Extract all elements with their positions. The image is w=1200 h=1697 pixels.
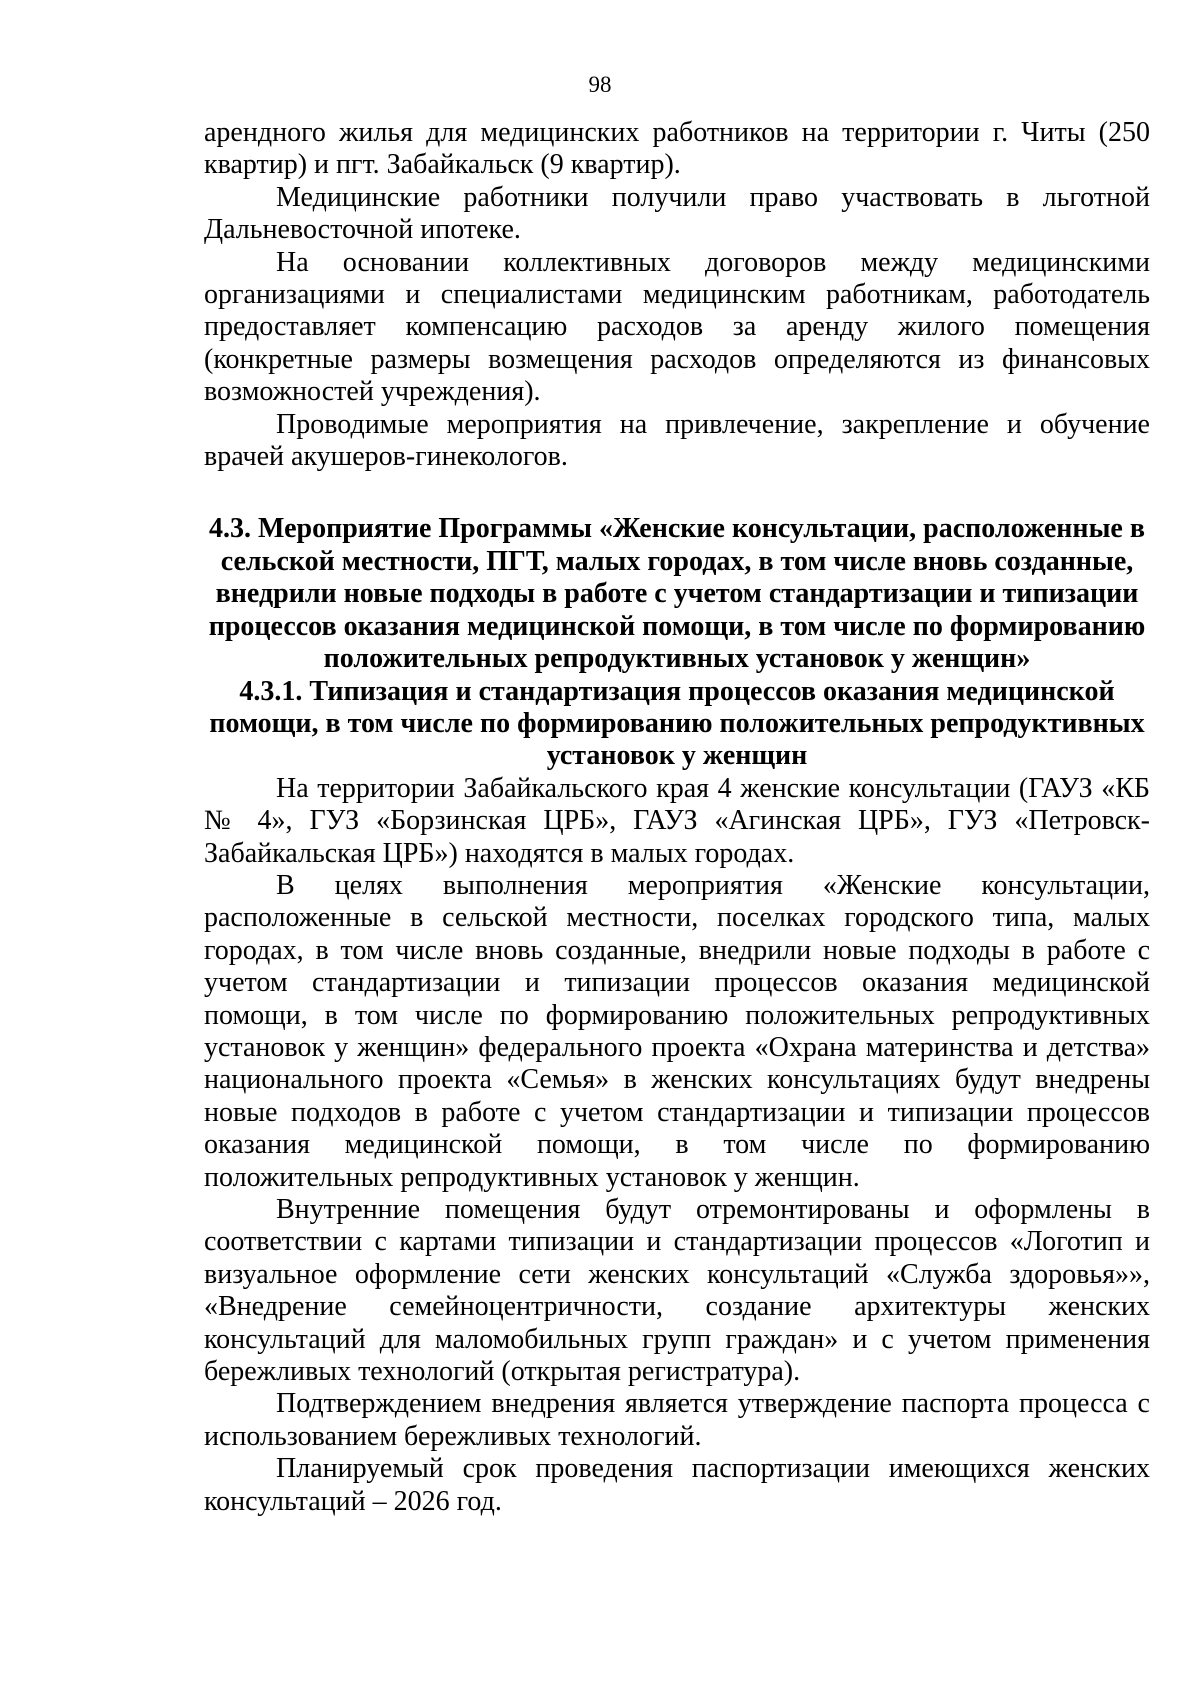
paragraph-schedule: Планируемый срок проведения паспортизации имеющихся женских консультаций – 2026 год.	[204, 1453, 1150, 1517]
paragraph-consultations: На территории Забайкальского края 4 женские консультации (ГАУЗ «КБ № 4», ГУЗ «Борзинская ЦРБ», ГАУЗ «Агинская ЦРБ», ГУЗ «Петровск-Забайкальская ЦРБ») находятся в малых городах.	[204, 772, 1150, 869]
page-number: 98	[588, 72, 612, 97]
paragraph-compensation: На основании коллективных договоров между медицинскими организациями и специалистами медицинским работникам, работодатель предоставляет компенсацию расходов за аренду жилого помещения (конкретные размеры возмещения расходов определяются из финансовых возможностей учреждения).	[204, 246, 1150, 408]
section-heading: 4.3. Мероприятие Программы «Женские консультации, расположенные в сельской местности, ПГТ, малых городах, в том числе вновь созданные, внедрили новые подходы в работе с учетом стандартизации и типизации процессов оказания медицинской помощи, в том числе по формированию положительных репродуктивных установок у женщин»	[208, 513, 1146, 675]
section-spacer	[204, 473, 1150, 513]
paragraph-continuation: арендного жилья для медицинских работников на территории г. Читы (250 квартир) и пгт. Забайкальск (9 квартир).	[204, 117, 1150, 181]
subsection-heading: 4.3.1. Типизация и стандартизация процессов оказания медицинской помощи, в том числе по формированию положительных репродуктивных установок у женщин	[209, 675, 1145, 772]
paragraph-renovation: Внутренние помещения будут отремонтированы и оформлены в соответствии с картами типизации и стандартизации процессов «Логотип и визуальное оформление сети женских консультаций «Служба здоровья»», «Внедрение семейноцентричности, создание архитектуры женских консультаций для маломобильных групп граждан» и с учетом применения бережливых технологий (открытая регистратура).	[204, 1194, 1150, 1388]
paragraph-goals: В целях выполнения мероприятия «Женские консультации, расположенные в сельской местности, поселках городского типа, малых городах, в том числе вновь созданные, внедрили новые подходы в работе с учетом стандартизации и типизации процессов оказания медицинской помощи, в том числе по формированию положительных репродуктивных установок у женщин» федерального проекта «Охрана материнства и детства» национального проекта «Семья» в женских консультациях будут внедрены новые подходов в работе с учетом стандартизации и типизации процессов оказания медицинской помощи, в том числе по формированию положительных репродуктивных установок у женщин.	[204, 869, 1150, 1193]
document-body	[204, 117, 1150, 1518]
paragraph-confirmation: Подтверждением внедрения является утверждение паспорта процесса с использованием бережливых технологий.	[204, 1388, 1150, 1452]
paragraph-mortgage: Медицинские работники получили право участвовать в льготной Дальневосточной ипотеке.	[204, 181, 1150, 246]
paragraph-measures: Проводимые мероприятия на привлечение, закрепление и обучение врачей акушеров-гинекологов.	[204, 408, 1150, 473]
